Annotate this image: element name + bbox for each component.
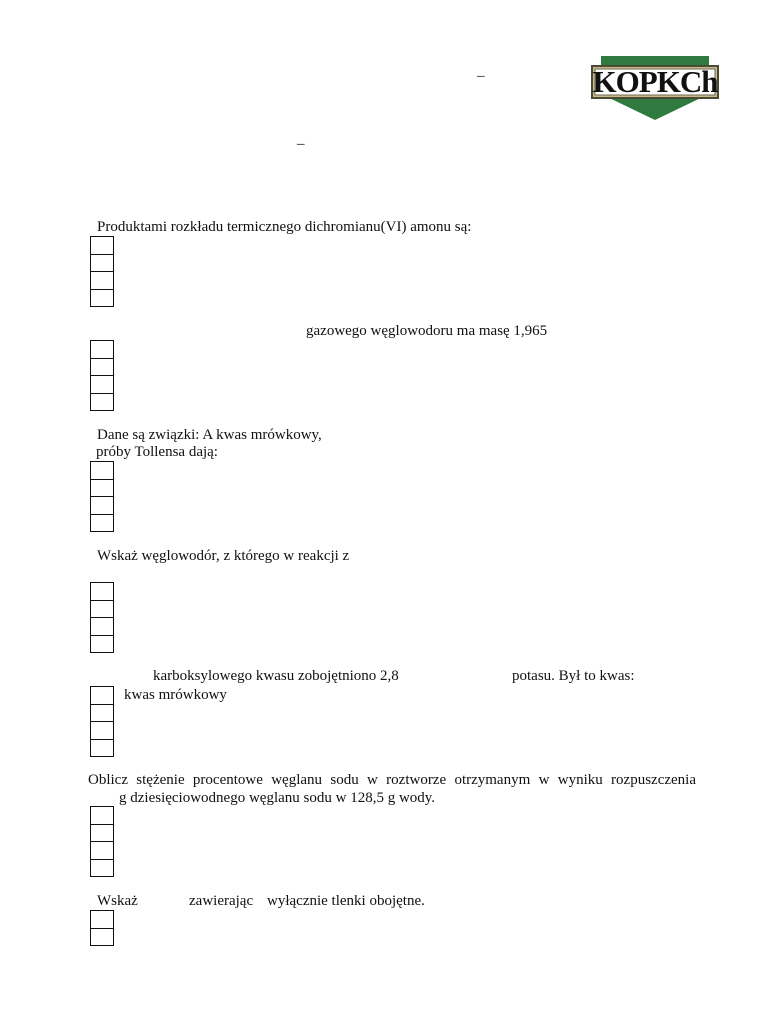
answer-box-a[interactable] [90,686,114,704]
question-7-text: Wskaż [97,893,138,909]
answer-box-a[interactable] [90,910,114,928]
header-dash: – [297,136,305,152]
answer-box-d[interactable] [90,514,114,533]
answer-boxes-5 [90,686,114,757]
answer-box-d[interactable] [90,289,114,308]
answer-box-b[interactable] [90,824,114,842]
answer-box-b[interactable] [90,928,114,947]
answer-box-a[interactable] [90,806,114,824]
answer-boxes-4 [90,582,114,653]
answer-box-b[interactable] [90,704,114,722]
question-6-text [88,771,696,789]
logo-graphic [591,54,719,122]
question-2-text: gazowego węglowodoru ma masę 1,965 [306,323,548,339]
answer-boxes-6 [90,806,114,877]
header-dash: – [477,68,485,84]
answer-boxes-7 [90,910,114,946]
answer-box-c[interactable] [90,271,114,289]
question-4-text: Wskaż węglowodór, z którego w reakcji z [97,548,350,564]
question-7-text-end: wyłącznie tlenki obojętne. [267,893,425,909]
answer-box-c[interactable] [90,721,114,739]
logo-text: KOPKCh [592,64,718,99]
answer-box-c[interactable] [90,841,114,859]
answer-boxes-3 [90,461,114,532]
question-5-text-end: potasu. Był to kwas: [512,668,635,684]
question-7-text-mid: zawierając [189,893,254,909]
answer-box-b[interactable] [90,254,114,272]
answer-boxes-2 [90,340,114,411]
question-5-option-a: kwas mrówkowy [124,687,227,703]
question-3-text-line2: próby Tollensa dają: [96,444,218,460]
question-6-line1: Oblicz stężenie procentowe węglanu sodu w roztworze otrzymanym w wyniku rozpuszczenia [88,772,696,788]
answer-box-c[interactable] [90,496,114,514]
answer-box-d[interactable] [90,393,114,412]
answer-box-a[interactable] [90,461,114,479]
question-5-text: karboksylowego kwasu zobojętniono 2,8 [153,668,399,684]
answer-box-b[interactable] [90,479,114,497]
question-3-text: Dane są związki: A kwas mrówkowy, [97,427,322,443]
answer-box-c[interactable] [90,617,114,635]
answer-boxes-1 [90,236,114,307]
answer-box-b[interactable] [90,358,114,376]
answer-box-a[interactable] [90,236,114,254]
question-6-line2: g dziesięciowodnego węglanu sodu w 128,5 g wody. [119,790,436,806]
answer-box-a[interactable] [90,340,114,358]
answer-box-d[interactable] [90,635,114,654]
answer-box-d[interactable] [90,739,114,758]
answer-box-d[interactable] [90,859,114,878]
answer-box-a[interactable] [90,582,114,600]
answer-box-c[interactable] [90,375,114,393]
answer-box-b[interactable] [90,600,114,618]
kopkch-logo [591,54,719,122]
question-1-text: Produktami rozkładu termicznego dichromianu(VI) amonu są: [97,219,472,235]
